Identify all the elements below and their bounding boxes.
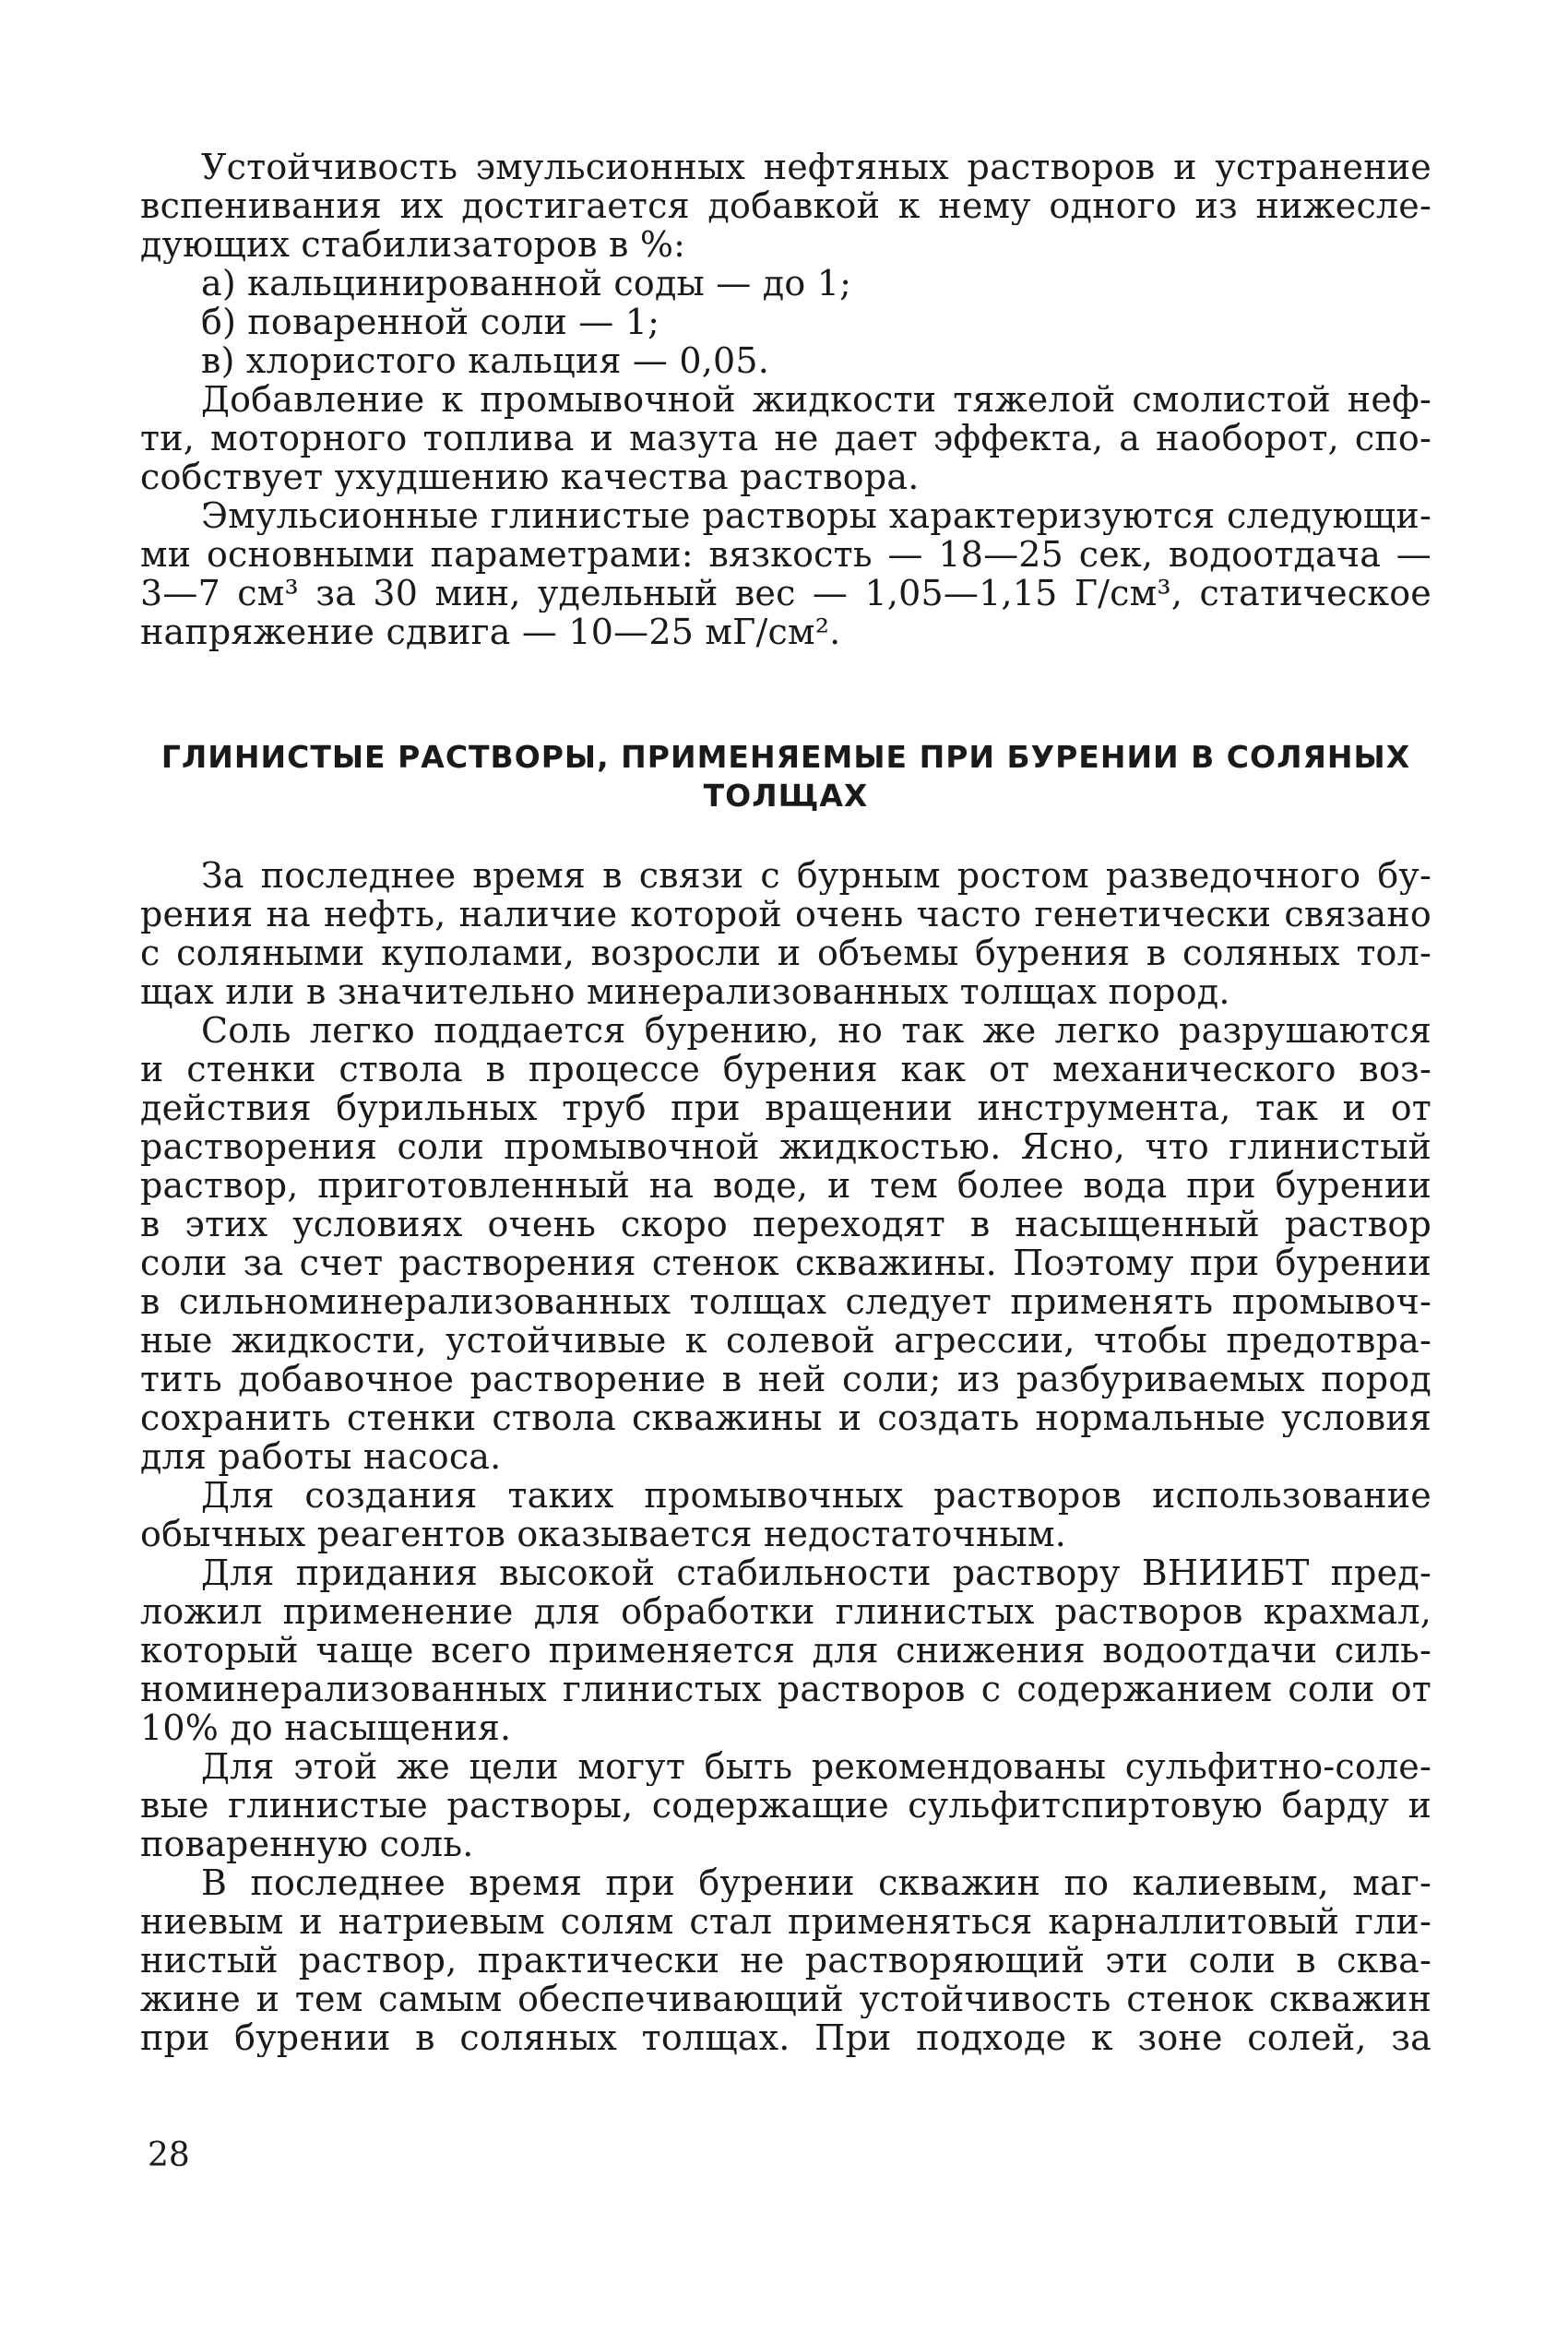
text-line: В последнее время при бурении скважин по калиевым, маг- xyxy=(201,1863,1431,1902)
text-line: щах или в значительно минерализованных толщах пород. xyxy=(140,972,1230,1011)
text-line: который чаще всего применяется для снижения водоотдачи силь- xyxy=(140,1631,1431,1670)
text-line: Соль легко поддается бурению, но так же легко разрушаются xyxy=(201,1011,1431,1050)
text-line: 3—7 см³ за 30 мин, удельный вес — 1,05—1,15 Г/см³, статическое xyxy=(140,574,1431,613)
section-heading-line: ТОЛЩАХ xyxy=(703,778,869,814)
text-line: с соляными куполами, возросли и объемы бурения в соляных тол- xyxy=(140,934,1431,972)
text-line: Добавление к промывочной жидкости тяжелой смолистой неф- xyxy=(201,380,1431,419)
text-line: обычных реагентов оказывается недостаточным. xyxy=(140,1515,1066,1553)
text-block-salt-drilling xyxy=(140,856,1431,2057)
text-line: вспенивания их достигается добавкой к нему одного из нижесле- xyxy=(140,186,1431,225)
text-line: для работы насоса. xyxy=(140,1437,502,1476)
text-line: в этих условиях очень скоро переходят в насыщенный раствор xyxy=(140,1205,1431,1243)
text-line: Устойчивость эмульсионных нефтяных растворов и устранение xyxy=(201,148,1431,186)
text-line: рения на нефть, наличие которой очень часто генетически связано xyxy=(140,895,1431,934)
text-line: сохранить стенки ствола скважины и создать нормальные условия xyxy=(140,1398,1431,1437)
text-line: напряжение сдвига — 10—25 мГ/см². xyxy=(140,613,841,651)
section-heading-line: ГЛИНИСТЫЕ РАСТВОРЫ, ПРИМЕНЯЕМЫЕ ПРИ БУРЕНИИ В СОЛЯНЫХ xyxy=(160,739,1411,775)
text-line: раствор, приготовленный на воде, и тем более вода при бурении xyxy=(140,1166,1431,1205)
text-line: За последнее время в связи с бурным ростом разведочного бу- xyxy=(201,856,1431,895)
text-line: ные жидкости, устойчивые к солевой агрессии, чтобы предотвра- xyxy=(140,1321,1431,1360)
text-line: соли за счет растворения стенок скважины. Поэтому при бурении xyxy=(140,1243,1431,1282)
text-line: в сильноминерализованных толщах следует применять промывоч- xyxy=(140,1282,1431,1321)
text-line: жине и тем самым обеспечивающий устойчивость стенок скважин xyxy=(140,1980,1431,2018)
text-line: и стенки ствола в процессе бурения как от механического воз- xyxy=(140,1050,1431,1089)
text-line: Для придания высокой стабильности раствору ВНИИБТ пред- xyxy=(201,1553,1431,1592)
text-line: 10% до насыщения. xyxy=(140,1708,512,1747)
text-line: Эмульсионные глинистые растворы характеризуются следующи- xyxy=(201,496,1431,535)
text-line: дующих стабилизаторов в %: xyxy=(140,225,686,264)
text-line: поваренную соль. xyxy=(140,1825,474,1863)
text-line: номинерализованных глинистых растворов с содержанием соли от xyxy=(140,1670,1431,1708)
text-block-stabilizers xyxy=(140,148,1431,651)
text-line: Для этой же цели могут быть рекомендованы сульфитно-соле- xyxy=(201,1747,1431,1786)
list-item: в) хлористого кальция — 0,05. xyxy=(201,341,770,380)
text-line: ти, моторного топлива и мазута не дает эффекта, а наоборот, спо- xyxy=(140,419,1431,458)
text-line: ложил применение для обработки глинистых растворов крахмал, xyxy=(140,1592,1431,1631)
text-line: ми основными параметрами: вязкость — 18—25 сек, водоотдача — xyxy=(140,535,1431,574)
text-line: собствует ухудшению качества раствора. xyxy=(140,458,920,496)
text-line: Для создания таких промывочных растворов использование xyxy=(201,1476,1431,1515)
text-line: при бурении в соляных толщах. При подходе к зоне солей, за xyxy=(140,2018,1431,2057)
list-item: а) кальцинированной соды — до 1; xyxy=(201,264,852,303)
text-line: действия бурильных труб при вращении инструмента, так и от xyxy=(140,1089,1431,1127)
list-item: б) поваренной соли — 1; xyxy=(201,303,660,341)
text-line: растворения соли промывочной жидкостью. Ясно, что глинистый xyxy=(140,1127,1431,1166)
section-heading xyxy=(140,738,1431,815)
text-line: нистый раствор, практически не растворяющий эти соли в сква- xyxy=(140,1941,1431,1980)
text-line: тить добавочное растворение в ней соли; из разбуриваемых пород xyxy=(140,1360,1431,1398)
page-number: 28 xyxy=(148,2136,190,2174)
text-line: вые глинистые растворы, содержащие сульфитспиртовую барду и xyxy=(140,1786,1431,1825)
text-line: ниевым и натриевым солям стал применяться карналлитовый гли- xyxy=(140,1902,1431,1941)
